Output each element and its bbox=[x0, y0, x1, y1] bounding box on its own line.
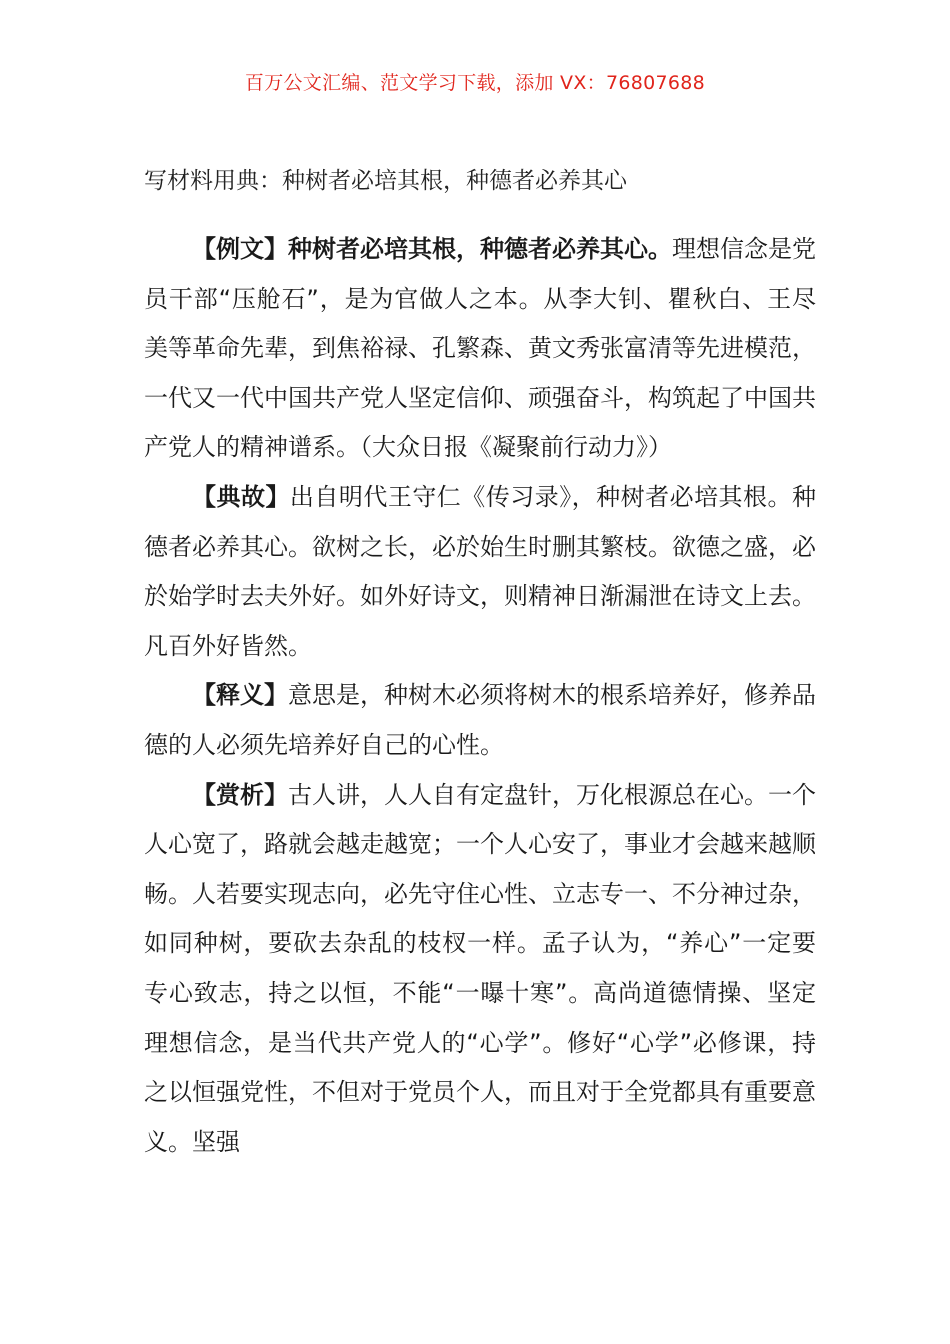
document-body bbox=[144, 225, 816, 1167]
analysis-text: 古人讲，人人自有定盘针，万化根源总在心。一个人心宽了，路就会越走越宽；一个人心安了，事业才会越来越顺畅。人若要实现志向，必先守住心性、立志专一、不分神过杂，如同种树，要砍去杂乱的枝杈一样。孟子认为，“养心”一定要专心致志，持之以恒，不能“一曝十寒”。高尚道德情操、坚定理想信念，是当代共产党人的“心学”。修好“心学”必修课，持之以恒强党性，不但对于党员个人，而且对于全党都具有重要意义。坚强 bbox=[144, 780, 816, 1156]
example-paragraph bbox=[144, 225, 816, 473]
origin-text: 出自明代王守仁《传习录》，种树者必培其根。种德者必养其心。欲树之长，必於始生时删其繁枝。欲德之盛，必於始学时去夫外好。如外好诗文，则精神日渐漏泄在诗文上去。凡百外好皆然。 bbox=[144, 482, 817, 660]
document-title: 写材料用典：种树者必培其根，种德者必养其心 bbox=[144, 168, 627, 194]
meaning-paragraph bbox=[144, 671, 816, 770]
example-lead: 种树者必培其根，种德者必养其心。 bbox=[288, 235, 672, 263]
origin-tag: 【典故】 bbox=[192, 482, 290, 511]
origin-paragraph bbox=[144, 473, 816, 671]
meaning-tag: 【释义】 bbox=[192, 681, 288, 710]
meaning-text: 意思是，种树木必须将树木的根系培养好，修养品德的人必须先培养好自己的心性。 bbox=[144, 681, 816, 759]
example-tag: 【例文】 bbox=[192, 235, 288, 263]
example-text: 理想信念是党员干部“压舱石”，是为官做人之本。从李大钊、瞿秋白、王尽美等革命先辈，到焦裕禄、孔繁森、黄文秀张富清等先进模范，一代又一代中国共产党人坚定信仰、顽强奋斗，构筑起了中国共产党人的精神谱系。（大众日报《凝聚前行动力》） bbox=[144, 235, 816, 462]
analysis-tag: 【赏析】 bbox=[192, 780, 288, 809]
analysis-paragraph bbox=[144, 771, 816, 1168]
download-notice: 百万公文汇编、范文学习下载，添加 VX：76807688 bbox=[244, 72, 706, 94]
